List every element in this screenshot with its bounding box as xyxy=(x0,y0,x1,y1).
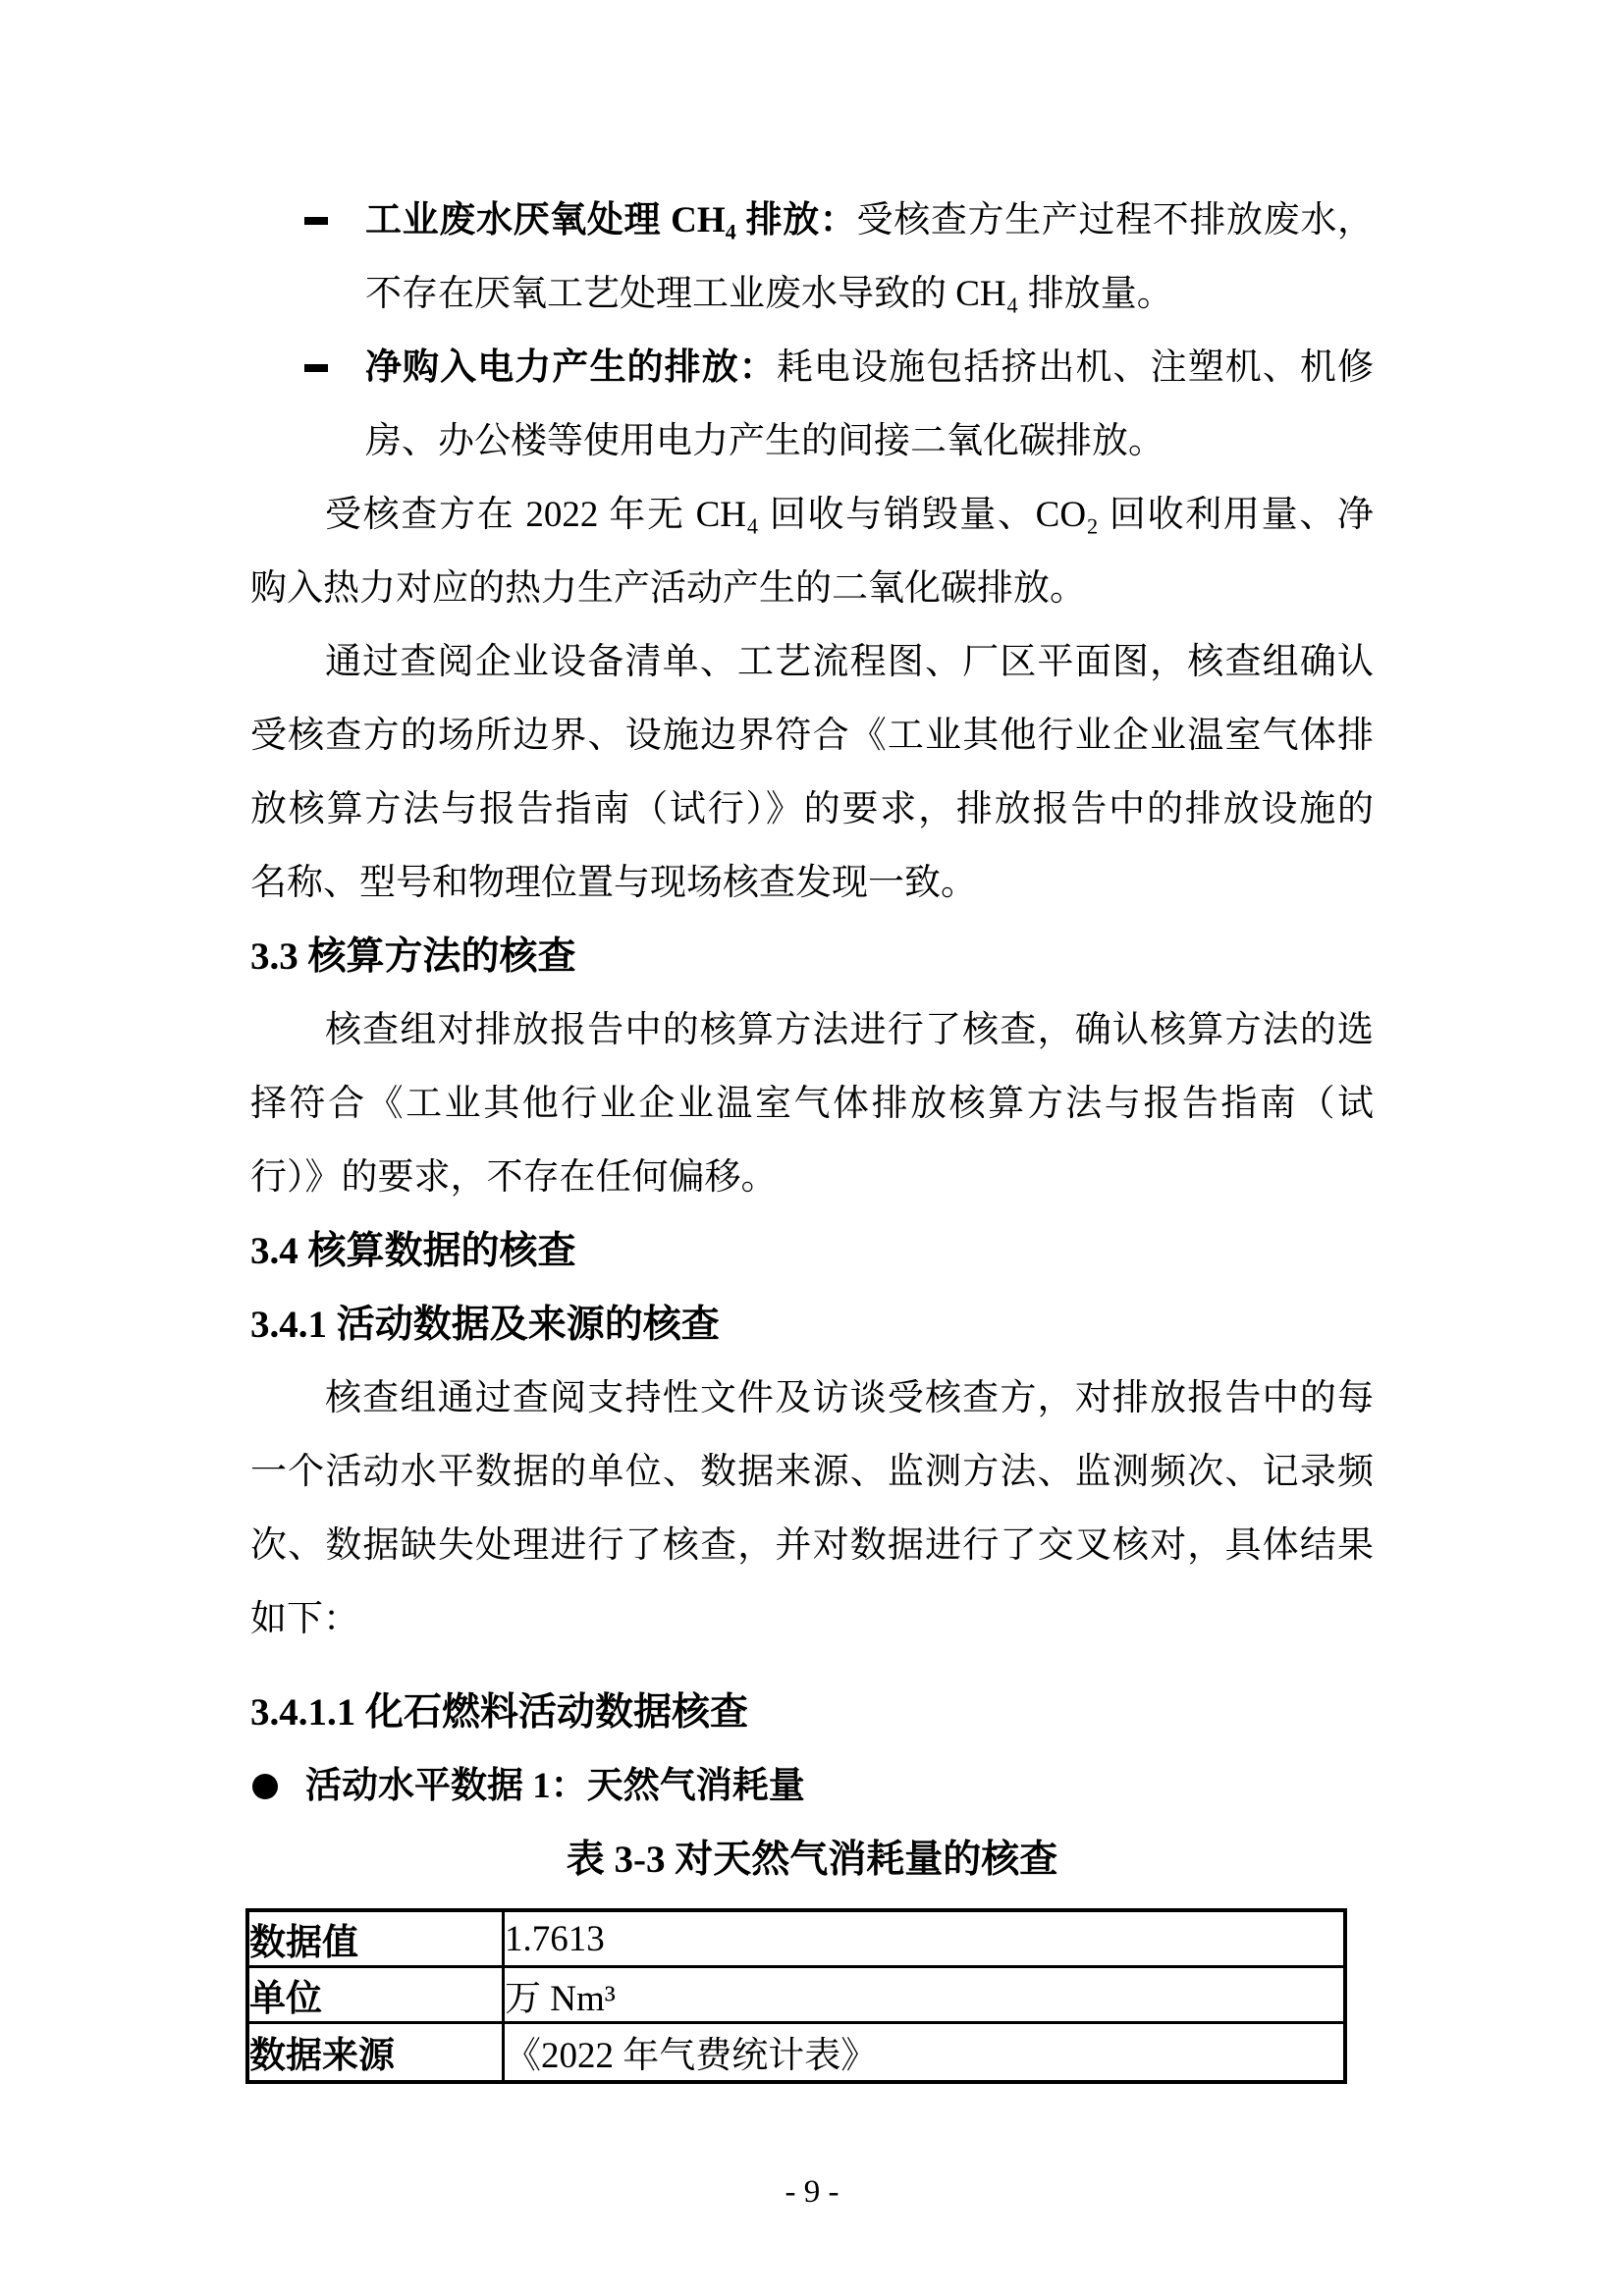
table-caption: 表 3-3 对天然气消耗量的核查 xyxy=(566,1839,1058,1881)
section-heading-3-4: 3.4 核算数据的核查 xyxy=(250,1230,576,1272)
activity-data-item xyxy=(250,1749,1374,1823)
paragraph-line: 行）》的要求，不存在任何偏移。 xyxy=(250,1157,778,1198)
dash-bullet-icon xyxy=(304,217,328,225)
table-row xyxy=(247,1910,1345,1967)
paragraph-line: 通过查阅企业设备清单、工艺流程图、厂区平面图，核查组确认 xyxy=(325,642,1374,682)
page-number: - 9 - xyxy=(785,2173,839,2210)
list-item-purchased-electricity xyxy=(250,331,1374,404)
verification-table xyxy=(245,1908,1347,2084)
activity-data-label: 活动水平数据 1：天然气消耗量 xyxy=(305,1766,805,1806)
circle-bullet-icon xyxy=(252,1774,278,1799)
section-heading-3-3: 3.3 核算方法的核查 xyxy=(250,935,576,978)
section-heading-3-4-1-1: 3.4.1.1 化石燃料活动数据核查 xyxy=(250,1691,749,1734)
paragraph-line: 购入热力对应的热力生产活动产生的二氧化碳排放。 xyxy=(250,568,1086,609)
list-item-lead: 净购入电力产生的排放： xyxy=(365,347,777,388)
paragraph-line: 名称、型号和物理位置与现场核查发现一致。 xyxy=(250,863,977,903)
list-item-text: 耗电设施包括挤出机、注塑机、机修 xyxy=(776,347,1374,388)
section-heading-3-4-1: 3.4.1 活动数据及来源的核查 xyxy=(250,1304,720,1346)
list-item-wastewater-ch4-line2: 不存在厌氧工艺处理工业废水导致的 CH₄ 排放量。 xyxy=(365,274,1173,314)
table-row xyxy=(247,1967,1345,2023)
table-row xyxy=(247,2023,1345,2082)
table-row-label: 单位 xyxy=(247,1967,504,2023)
list-item-purchased-electricity-line2: 房、办公楼等使用电力产生的间接二氧化碳排放。 xyxy=(365,421,1164,461)
paragraph-line: 受核查方的场所边界、设施边界符合《工业其他行业企业温室气体排 xyxy=(250,716,1374,756)
paragraph-line: 受核查方在 2022 年无 CH₄ 回收与销毁量、CO₂ 回收利用量、净 xyxy=(325,495,1374,535)
paragraph-line: 如下： xyxy=(250,1599,359,1639)
page-content xyxy=(250,184,1374,2221)
table-row-label: 数据值 xyxy=(247,1910,504,1967)
paragraph-line: 择符合《工业其他行业企业温室气体排放核算方法与报告指南（试 xyxy=(250,1084,1374,1124)
list-item-wastewater-ch4 xyxy=(250,184,1374,257)
list-item-lead: 工业废水厌氧处理 CH₄ 排放： xyxy=(365,200,857,240)
table-row-value: 《2022 年气费统计表》 xyxy=(504,2023,1346,2082)
list-item-text: 受核查方生产过程不排放废水， xyxy=(856,200,1374,240)
paragraph-line: 一个活动水平数据的单位、数据来源、监测方法、监测频次、记录频 xyxy=(250,1452,1374,1492)
table-row-value: 1.7613 xyxy=(504,1910,1346,1967)
table-row-value: 万 Nm³ xyxy=(504,1967,1346,2023)
paragraph-line: 次、数据缺失处理进行了核查，并对数据进行了交叉核对，具体结果 xyxy=(250,1525,1374,1566)
dash-bullet-icon xyxy=(304,364,328,372)
paragraph-line: 放核算方法与报告指南（试行）》的要求，排放报告中的排放设施的 xyxy=(250,789,1374,829)
table-row-label: 数据来源 xyxy=(247,2023,504,2082)
paragraph-line: 核查组对排放报告中的核算方法进行了核查，确认核算方法的选 xyxy=(325,1010,1374,1050)
paragraph-line: 核查组通过查阅支持性文件及访谈受核查方，对排放报告中的每 xyxy=(325,1378,1374,1418)
